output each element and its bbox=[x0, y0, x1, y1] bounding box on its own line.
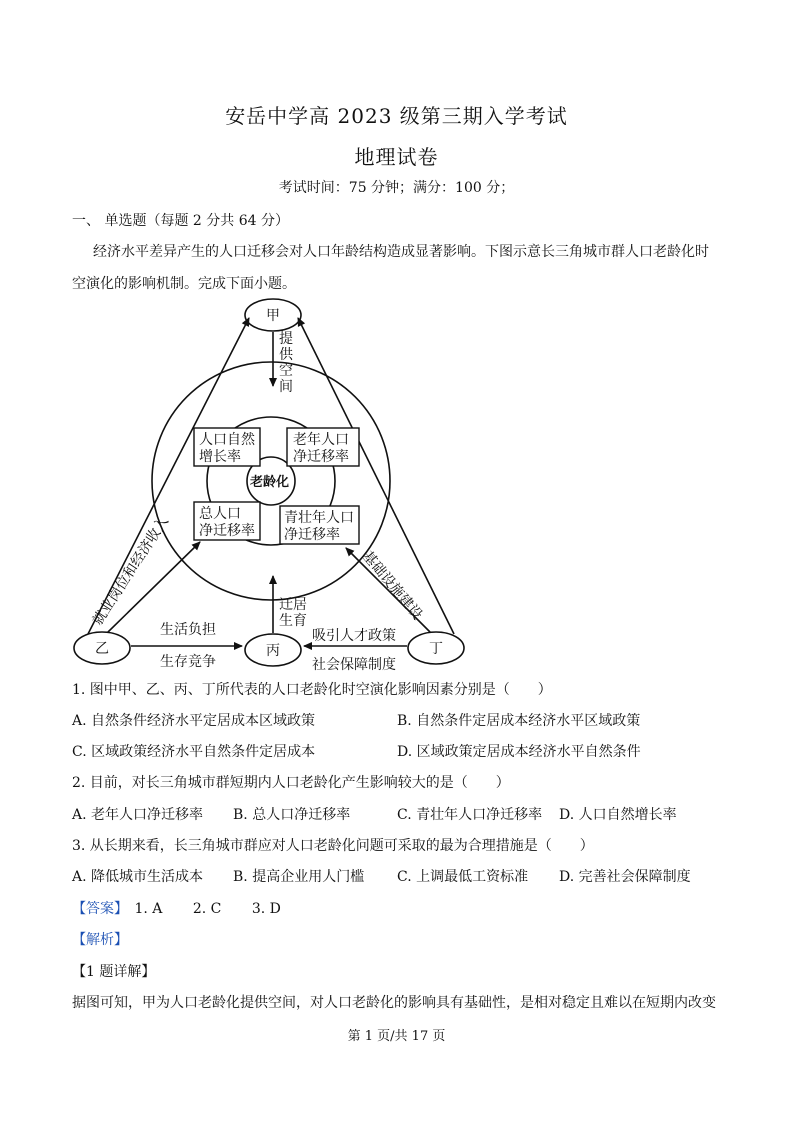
question-2-option-d: D. 人口自然增长率 bbox=[559, 807, 677, 823]
question-2-option-c: C. 青壮年人口净迁移率 bbox=[397, 807, 543, 823]
label-social-security: 社会保障制度 bbox=[312, 657, 396, 673]
question-1-option-a: A. 自然条件经济水平定居成本区域政策 bbox=[72, 713, 316, 729]
label-talent-policy: 吸引人才政策 bbox=[312, 628, 396, 644]
question-2-option-b: B. 总人口净迁移率 bbox=[233, 807, 351, 823]
label-survival-competition: 生存竞争 bbox=[160, 654, 216, 670]
question-3-option-b: B. 提高企业用人门槛 bbox=[233, 869, 365, 885]
question-3-option-d: D. 完善社会保障制度 bbox=[559, 869, 691, 885]
answer-item-3: 3. D bbox=[251, 901, 281, 917]
box-youth-migration-line1: 青壮年人口 bbox=[284, 510, 354, 526]
label-provide-space-3: 空 bbox=[279, 363, 293, 379]
question-1-option-c: C. 区域政策经济水平自然条件定居成本 bbox=[72, 744, 316, 760]
box-elderly-migration-line2: 净迁移率 bbox=[293, 449, 349, 465]
question-2-stem: 2. 目前，对长三角城市群短期内人口老龄化产生影响较大的是（ ） bbox=[72, 775, 510, 791]
box-total-migration-line2: 净迁移率 bbox=[199, 523, 255, 539]
answer-label: 【答案】 bbox=[72, 901, 128, 917]
section-heading: 一、 单选题（每题 2 分共 64 分） bbox=[72, 213, 289, 229]
question-3-option-c: C. 上调最低工资标准 bbox=[397, 869, 529, 885]
node-ding-label: 丁 bbox=[429, 641, 443, 657]
exam-info: 考试时间：75 分钟；满分：100 分； bbox=[278, 180, 515, 196]
label-birth: 生育 bbox=[279, 613, 307, 629]
node-jia-label: 甲 bbox=[266, 308, 280, 324]
label-living-burden: 生活负担 bbox=[160, 622, 216, 638]
question-1-stem: 1. 图中甲、乙、丙、丁所代表的人口老龄化时空演化影响因素分别是（ ） bbox=[72, 682, 552, 698]
analysis-label: 【解析】 bbox=[72, 932, 128, 948]
box-total-migration-line1: 总人口 bbox=[199, 506, 241, 522]
label-jobs-economy: 就业岗位和经济收入 bbox=[89, 513, 172, 629]
answer-row bbox=[72, 898, 281, 918]
label-infrastructure: 基础设施建设 bbox=[358, 548, 426, 623]
label-provide-space-1: 提 bbox=[279, 331, 293, 347]
detail-label: 【1 题详解】 bbox=[72, 964, 156, 980]
question-1-option-b: B. 自然条件定居成本经济水平区域政策 bbox=[397, 713, 641, 729]
page-footer: 第 1 页/共 17 页 bbox=[347, 1029, 446, 1044]
center-label: 老龄化 bbox=[250, 475, 290, 490]
question-1-option-d: D. 区域政策定居成本经济水平自然条件 bbox=[397, 744, 641, 760]
exam-title: 安岳中学高 2023 级第三期入学考试 bbox=[225, 104, 568, 128]
intro-line-1: 经济水平差异产生的人口迁移会对人口年龄结构造成显著影响。下图示意长三角城市群人口老龄化时 bbox=[93, 244, 709, 260]
node-yi-label: 乙 bbox=[95, 641, 109, 657]
box-natural-growth-line2: 增长率 bbox=[199, 449, 241, 465]
label-migrate: 迁居 bbox=[279, 597, 307, 613]
arrow-ding-to-jia bbox=[298, 318, 454, 634]
box-youth-migration-line2: 净迁移率 bbox=[284, 527, 340, 543]
question-3-stem: 3. 从长期来看，长三角城市群应对人口老龄化问题可采取的最为合理措施是（ ） bbox=[72, 838, 594, 854]
label-provide-space-4: 间 bbox=[279, 379, 293, 395]
intro-line-2: 空演化的影响机制。完成下面小题。 bbox=[72, 276, 296, 292]
box-natural-growth-line1: 人口自然 bbox=[199, 432, 255, 448]
box-elderly-migration-line1: 老年人口 bbox=[293, 432, 349, 448]
aging-mechanism-diagram bbox=[60, 296, 480, 680]
exam-subtitle: 地理试卷 bbox=[354, 145, 439, 169]
answer-item-1: 1. A bbox=[134, 901, 163, 917]
label-provide-space-2: 供 bbox=[279, 347, 293, 363]
question-2-option-a: A. 老年人口净迁移率 bbox=[72, 807, 204, 823]
node-bing-label: 丙 bbox=[266, 643, 280, 659]
question-3-option-a: A. 降低城市生活成本 bbox=[72, 869, 204, 885]
detail-text: 据图可知，甲为人口老龄化提供空间，对人口老龄化的影响具有基础性，是相对稳定且难以在短期内改变 bbox=[72, 995, 716, 1011]
answer-item-2: 2. C bbox=[192, 901, 222, 917]
